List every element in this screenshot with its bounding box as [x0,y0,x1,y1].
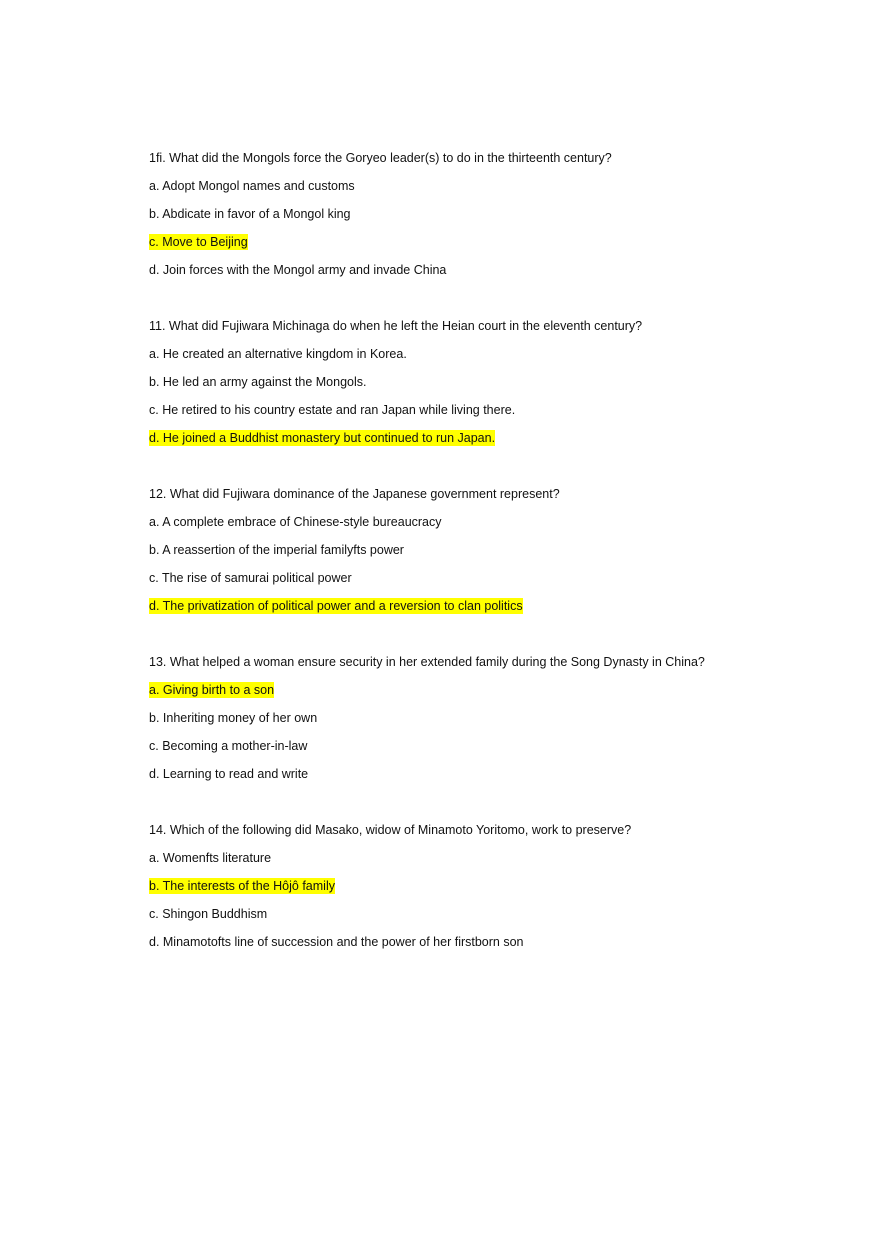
question-block [149,650,829,790]
answer-option-highlighted: d. He joined a Buddhist monastery but continued to run Japan. [149,431,496,445]
answer-option: c. He retired to his country estate and ran Japan while living there. [149,403,516,417]
answer-option: a. Adopt Mongol names and customs [149,179,355,193]
question-prompt: 12. What did Fujiwara dominance of the Japanese government represent? [149,487,560,501]
answer-option: d. Minamotofts line of succession and the power of her firstborn son [149,935,524,949]
answer-option-highlighted: b. The interests of the Hôjô family [149,879,335,893]
answer-option: b. He led an army against the Mongols. [149,375,367,389]
question-block [149,818,829,958]
answer-option: a. Womenfts literature [149,851,272,865]
question-prompt: 11. What did Fujiwara Michinaga do when he left the Heian court in the eleventh century? [149,319,643,333]
answer-option: b. A reassertion of the imperial familyfts power [149,543,404,557]
answer-option: b. Abdicate in favor of a Mongol king [149,207,351,221]
question-prompt: 14. Which of the following did Masako, widow of Minamoto Yoritomo, work to preserve? [149,823,632,837]
question-block [149,314,829,454]
answer-option: d. Learning to read and write [149,767,309,781]
question-prompt: 13. What helped a woman ensure security in her extended family during the Song Dynasty in China? [149,655,705,669]
answer-option: b. Inheriting money of her own [149,711,318,725]
answer-option-highlighted: c. Move to Beijing [149,235,248,249]
quiz-content [149,146,829,986]
question-block [149,482,829,622]
answer-option-highlighted: d. The privatization of political power and a reversion to clan politics [149,599,523,613]
question-block [149,146,829,286]
answer-option: c. The rise of samurai political power [149,571,352,585]
answer-option: d. Join forces with the Mongol army and invade China [149,263,447,277]
answer-option: c. Shingon Buddhism [149,907,268,921]
answer-option: c. Becoming a mother-in-law [149,739,308,753]
question-prompt: 1fi. What did the Mongols force the Goryeo leader(s) to do in the thirteenth century? [149,151,612,165]
answer-option: a. He created an alternative kingdom in Korea. [149,347,407,361]
answer-option: a. A complete embrace of Chinese-style bureaucracy [149,515,442,529]
answer-option-highlighted: a. Giving birth to a son [149,683,275,697]
